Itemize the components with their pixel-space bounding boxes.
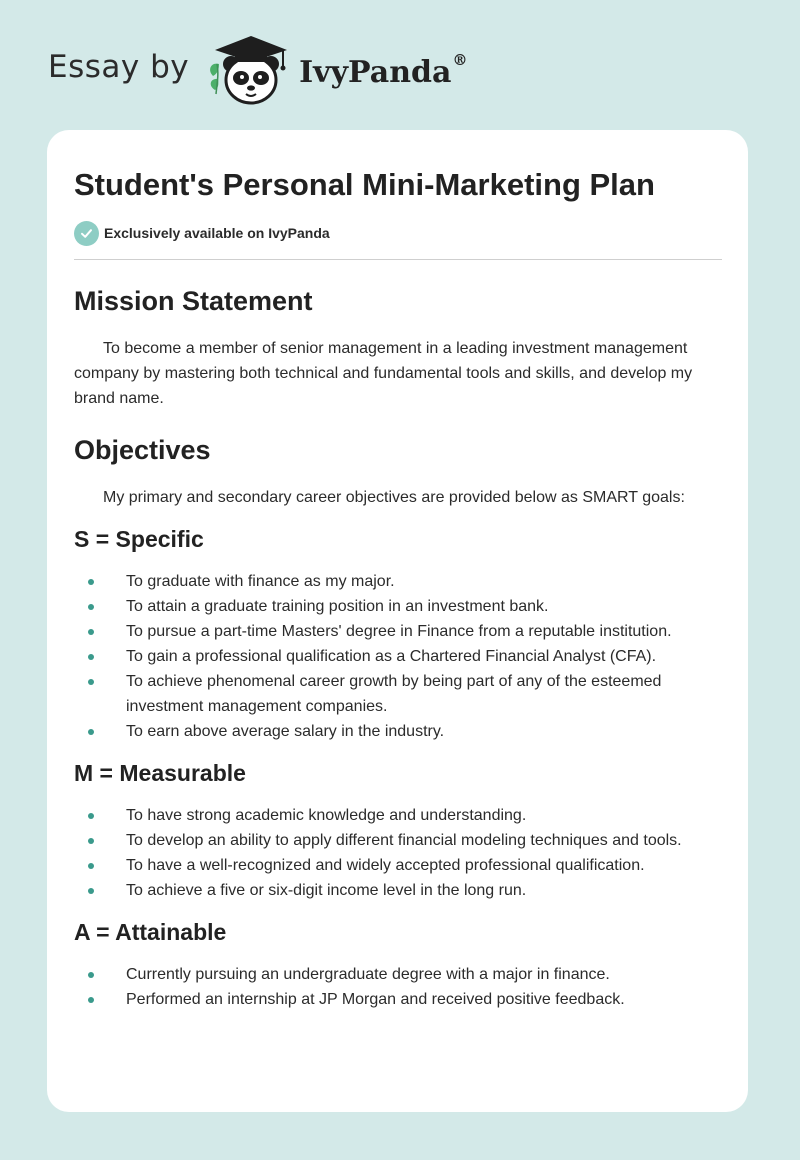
list-item: To pursue a part-time Masters' degree in Finance from a reputable institution. bbox=[74, 619, 722, 644]
objectives-heading: Objectives bbox=[74, 435, 211, 465]
specific-section bbox=[74, 524, 722, 744]
attainable-heading: A = Attainable bbox=[74, 919, 227, 945]
list-item: To achieve a five or six-digit income level in the long run. bbox=[74, 878, 722, 903]
list-item: To achieve phenomenal career growth by being part of any of the esteemed investment management companies. bbox=[74, 669, 722, 719]
measurable-heading: M = Measurable bbox=[74, 760, 246, 786]
list-item: To develop an ability to apply different financial modeling techniques and tools. bbox=[74, 828, 722, 853]
attainable-section bbox=[74, 917, 722, 1012]
mission-section bbox=[74, 284, 722, 411]
objectives-section bbox=[74, 433, 722, 510]
list-item: To have a well-recognized and widely accepted professional qualification. bbox=[74, 853, 722, 878]
measurable-section bbox=[74, 758, 722, 903]
site-header bbox=[48, 30, 467, 110]
exclusive-label: Exclusively available on IvyPanda bbox=[104, 225, 330, 241]
check-circle-icon bbox=[74, 221, 99, 246]
objectives-text: My primary and secondary career objectives are provided below as SMART goals: bbox=[103, 489, 685, 506]
page-title: Student's Personal Mini-Marketing Plan bbox=[74, 167, 655, 202]
attainable-list bbox=[74, 962, 722, 1012]
measurable-list bbox=[74, 803, 722, 903]
specific-list bbox=[74, 569, 722, 744]
essay-by-label: Essay by bbox=[48, 49, 190, 85]
list-item: To graduate with finance as my major. bbox=[74, 569, 722, 594]
mission-heading: Mission Statement bbox=[74, 286, 313, 316]
list-item: To earn above average salary in the industry. bbox=[74, 719, 722, 744]
list-item: Performed an internship at JP Morgan and received positive feedback. bbox=[74, 987, 722, 1012]
panda-graduation-cap-icon[interactable] bbox=[205, 30, 295, 110]
brand-name[interactable]: IvyPanda® bbox=[299, 50, 468, 90]
divider bbox=[74, 259, 722, 260]
essay-card bbox=[47, 130, 748, 1112]
list-item: Currently pursuing an undergraduate degree with a major in finance. bbox=[74, 962, 722, 987]
mission-text: To become a member of senior management in a leading investment management company by mastering both technical and fundamental tools and skills, and develop my brand name. bbox=[74, 340, 693, 407]
specific-heading: S = Specific bbox=[74, 526, 204, 552]
exclusive-badge bbox=[74, 220, 722, 246]
list-item: To have strong academic knowledge and understanding. bbox=[74, 803, 722, 828]
list-item: To gain a professional qualification as a Chartered Financial Analyst (CFA). bbox=[74, 644, 722, 669]
list-item: To attain a graduate training position in an investment bank. bbox=[74, 594, 722, 619]
